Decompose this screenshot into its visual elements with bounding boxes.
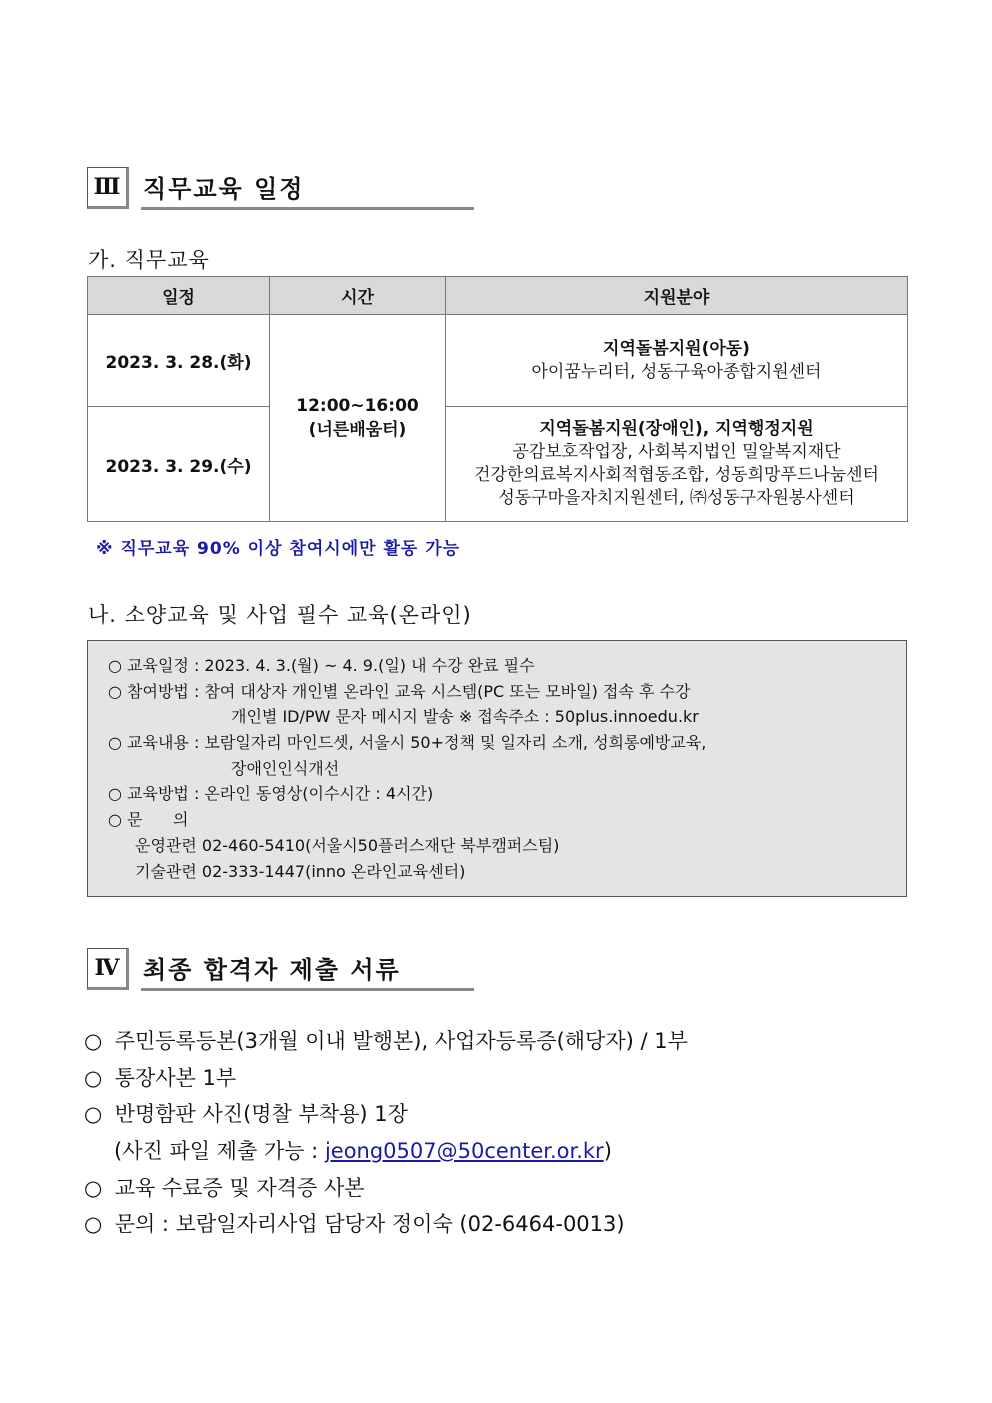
section-title: 직무교육 일정	[143, 175, 305, 203]
list-item-text: 주민등록등본(3개월 이내 발행본), 사업자등록증(해당자) / 1부	[114, 1029, 688, 1053]
field-cell	[446, 407, 908, 522]
email-link[interactable]: jeong0507@50center.or.kr	[324, 1139, 604, 1164]
time-range: 12:00~16:00	[296, 396, 419, 416]
list-item-text: 반명함판 사진(명찰 부착용) 1장	[114, 1102, 408, 1127]
section-number: Ⅳ	[87, 948, 129, 990]
section-4-header	[87, 948, 477, 994]
list-item	[84, 1170, 688, 1207]
section-underline	[141, 988, 474, 991]
list-item	[84, 1060, 688, 1097]
field-title: 지역돌봄지원(장애인), 지역행정지원	[539, 419, 814, 439]
subheading-online-training: 나. 소양교육 및 사업 필수 교육(온라인)	[88, 603, 472, 627]
info-line-tech-contact: 기술관련 02-333-1447(inno 온라인교육센터)	[135, 861, 466, 881]
field-line: 아이꿈누리터, 성동구육아종합지원센터	[531, 361, 822, 382]
circle-bullet-icon: ○	[84, 1029, 103, 1053]
list-item	[84, 1206, 688, 1243]
field-line: 공감보호작업장, 사회복지법인 밀알복지재단	[512, 442, 841, 462]
info-line-method-cont: 개인별 ID/PW 문자 메시지 발송 ※ 접속주소 : 50plus.innoedu.kr	[231, 707, 699, 727]
note-prefix: (사진 파일 제출 가능 :	[114, 1139, 325, 1164]
info-line-content-cont: 장애인인식개선	[231, 758, 340, 778]
table-header-row	[88, 277, 908, 315]
info-line-content: ○ 교육내용 : 보람일자리 마인드셋, 서울시 50+정책 및 일자리 소개, 성희롱예방교육,	[108, 733, 707, 753]
field-line: 성동구마을자치지원센터, ㈜성동구자원봉사센터	[498, 488, 855, 508]
table-row	[88, 407, 908, 522]
circle-bullet-icon: ○	[84, 1102, 103, 1127]
photo-submission-note	[84, 1133, 688, 1170]
info-line-method: ○ 참여방법 : 참여 대상자 개인별 온라인 교육 시스템(PC 또는 모바일) 접속 후 수강	[108, 681, 691, 701]
section-3-header	[87, 167, 477, 213]
field-cell	[446, 315, 908, 407]
circle-bullet-icon: ○	[84, 1065, 103, 1090]
time-location: (너른배움터)	[308, 420, 407, 440]
header-time: 시간	[270, 277, 446, 315]
info-line-operations-contact: 운영관련 02-460-5410(서울시50플러스재단 북부캠퍼스팀)	[135, 835, 560, 855]
list-item-text: 교육 수료증 및 자격증 사본	[114, 1175, 365, 1200]
section-title: 최종 합격자 제출 서류	[143, 956, 401, 984]
info-line-schedule: ○ 교육일정 : 2023. 4. 3.(월) ~ 4. 9.(일) 내 수강 완료 필수	[108, 656, 535, 675]
info-line-format: ○ 교육방법 : 온라인 동영상(이수시간 : 4시간)	[108, 784, 434, 804]
section-underline	[141, 207, 474, 210]
time-cell	[270, 315, 446, 522]
info-line-inquiry: ○ 문 의	[108, 810, 189, 830]
list-item-text: 문의 : 보람일자리사업 담당자 정이숙 (02-6464-0013)	[114, 1212, 625, 1237]
note-suffix: )	[603, 1139, 612, 1164]
list-item	[84, 1096, 688, 1133]
field-title: 지역돌봄지원(아동)	[603, 338, 750, 359]
subheading-job-training: 가. 직무교육	[88, 248, 210, 272]
field-line: 건강한의료복지사회적협동조합, 성동희망푸드나눔센터	[474, 465, 879, 485]
header-date: 일정	[88, 277, 270, 315]
list-item	[84, 1023, 688, 1060]
circle-bullet-icon: ○	[84, 1175, 103, 1200]
list-item-text: 통장사본 1부	[114, 1065, 237, 1090]
header-field: 지원분야	[446, 277, 908, 315]
required-documents-list	[84, 1023, 688, 1243]
table-row	[88, 315, 908, 407]
section-number: Ⅲ	[87, 167, 129, 209]
date-cell: 2023. 3. 28.(화)	[88, 315, 270, 407]
circle-bullet-icon: ○	[84, 1212, 103, 1237]
date-cell: 2023. 3. 29.(수)	[88, 407, 270, 522]
schedule-table	[87, 276, 908, 522]
online-training-box	[87, 640, 907, 897]
attendance-note: ※ 직무교육 90% 이상 참여시에만 활동 가능	[96, 539, 461, 559]
